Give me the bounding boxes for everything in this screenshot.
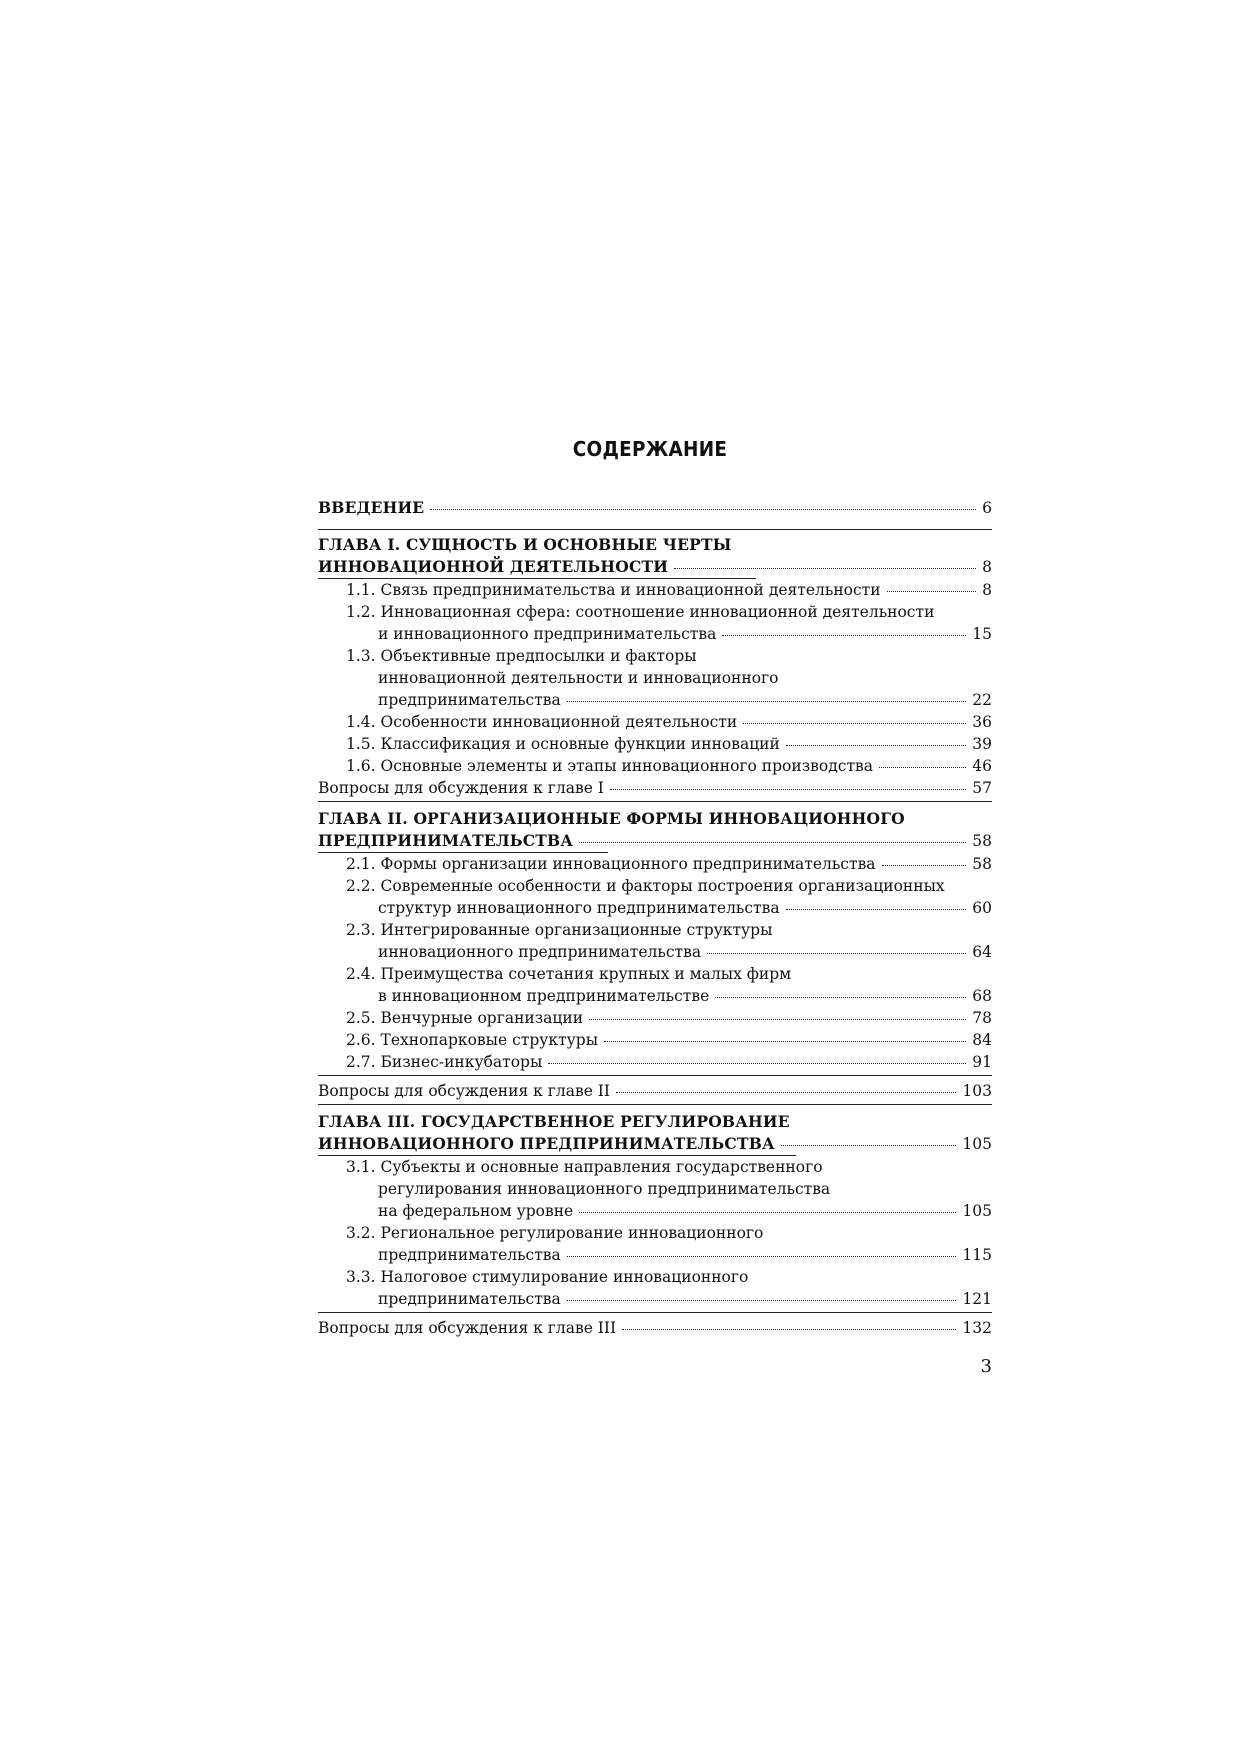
toc-section-1-5[interactable] <box>318 733 992 755</box>
toc-entry-label: ИННОВАЦИОННОЙ ДЕЯТЕЛЬНОСТИ <box>318 557 669 576</box>
toc-entry-page: 58 <box>972 832 992 850</box>
toc-section-2-3[interactable]: 2.3. Интегрированные организационные структуры <box>346 921 773 939</box>
toc-entry-label: 2.5. Венчурные организации <box>346 1009 584 1027</box>
dot-leader <box>715 997 966 998</box>
toc-entry-page: 6 <box>982 499 992 517</box>
toc-entry-label: 1.6. Основные элементы и этапы инновационного производства <box>346 757 873 775</box>
toc-entry-label: структур инновационного предпринимательства <box>378 899 780 917</box>
toc-section-3-2[interactable]: 3.2. Региональное регулирование инновационного <box>346 1224 764 1242</box>
toc-entry-label: 1.1. Связь предпринимательства и инновационной деятельности <box>346 581 881 599</box>
toc-entry-intro[interactable] <box>318 497 992 519</box>
chapter-3-heading[interactable]: ГЛАВА III. ГОСУДАРСТВЕННОЕ РЕГУЛИРОВАНИЕ <box>318 1112 790 1131</box>
chapter-2-heading-end[interactable] <box>318 830 992 852</box>
dot-leader <box>567 1300 957 1301</box>
dot-leader <box>786 909 967 910</box>
toc-questions-3[interactable] <box>318 1317 992 1339</box>
toc-section-1-1[interactable] <box>318 579 992 601</box>
toc-section-2-7[interactable] <box>318 1051 992 1073</box>
toc-section-1-6[interactable] <box>318 755 992 777</box>
toc-entry-page: 103 <box>962 1082 992 1100</box>
toc-section-1-3-cont[interactable]: инновационной деятельности и инновационного <box>378 669 779 687</box>
dot-leader <box>722 635 966 636</box>
page-title: СОДЕРЖАНИЕ <box>572 437 728 461</box>
toc-entry-page: 22 <box>972 691 992 709</box>
toc-entry-label: и инновационного предпринимательства <box>378 625 717 643</box>
toc-entry-page: 60 <box>972 899 992 917</box>
dot-leader <box>610 789 966 790</box>
toc-section-2-2-end[interactable] <box>318 897 992 919</box>
toc-entry-page: 91 <box>972 1053 992 1071</box>
toc-entry-page: 121 <box>962 1290 992 1308</box>
toc-entry-label: ИННОВАЦИОННОГО ПРЕДПРИНИМАТЕЛЬСТВА <box>318 1134 775 1153</box>
toc-entry-page: 8 <box>982 558 992 576</box>
dot-leader <box>781 1145 957 1146</box>
dot-leader <box>579 842 966 843</box>
dot-leader <box>743 723 966 724</box>
dot-leader <box>548 1063 966 1064</box>
chapter-2-heading[interactable]: ГЛАВА II. ОРГАНИЗАЦИОННЫЕ ФОРМЫ ИННОВАЦИОННОГО <box>318 809 905 828</box>
dot-leader <box>567 701 966 702</box>
toc-entry-page: 132 <box>962 1319 992 1337</box>
toc-entry-label: ВВЕДЕНИЕ <box>318 498 425 517</box>
toc-entry-page: 78 <box>972 1009 992 1027</box>
dot-leader <box>589 1019 966 1020</box>
dot-leader <box>622 1329 956 1330</box>
toc-entry-label: предпринимательства <box>378 1290 561 1308</box>
toc-entry-label: 2.7. Бизнес-инкубаторы <box>346 1053 543 1071</box>
toc-entry-page: 105 <box>962 1135 992 1153</box>
toc-questions-1[interactable] <box>318 777 992 799</box>
toc-section-2-4-end[interactable] <box>318 985 992 1007</box>
toc-entry-label: предпринимательства <box>378 1246 561 1264</box>
toc-section-3-1-cont[interactable]: регулирования инновационного предпринимательства <box>378 1180 831 1198</box>
dot-leader <box>879 767 966 768</box>
toc-section-1-4[interactable] <box>318 711 992 733</box>
toc-entry-label: Вопросы для обсуждения к главе I <box>318 779 604 797</box>
toc-section-1-2[interactable]: 1.2. Инновационная сфера: соотношение инновационной деятельности <box>346 603 935 621</box>
toc-entry-label: 2.1. Формы организации инновационного предпринимательства <box>346 855 876 873</box>
toc-entry-page: 8 <box>982 581 992 599</box>
chapter-1-heading-end[interactable] <box>318 556 992 578</box>
table-of-contents <box>318 497 992 1339</box>
toc-section-1-3[interactable]: 1.3. Объективные предпосылки и факторы <box>346 647 697 665</box>
toc-entry-page: 46 <box>972 757 992 775</box>
dot-leader <box>579 1212 956 1213</box>
dot-leader <box>786 745 966 746</box>
toc-section-2-4[interactable]: 2.4. Преимущества сочетания крупных и малых фирм <box>346 965 792 983</box>
toc-entry-page: 36 <box>972 713 992 731</box>
toc-section-3-3-end[interactable] <box>318 1288 992 1310</box>
chapter-3-heading-end[interactable] <box>318 1133 992 1155</box>
toc-section-3-1[interactable]: 3.1. Субъекты и основные направления государственного <box>346 1158 823 1176</box>
toc-entry-label: в инновационном предпринимательстве <box>378 987 710 1005</box>
toc-section-2-3-end[interactable] <box>318 941 992 963</box>
toc-section-2-6[interactable] <box>318 1029 992 1051</box>
toc-section-1-3-end[interactable] <box>318 689 992 711</box>
dot-leader <box>616 1092 956 1093</box>
toc-entry-page: 105 <box>962 1202 992 1220</box>
dot-leader <box>707 953 966 954</box>
toc-section-2-5[interactable] <box>318 1007 992 1029</box>
toc-section-3-1-end[interactable] <box>318 1200 992 1222</box>
toc-entry-page: 15 <box>972 625 992 643</box>
toc-entry-label: 2.6. Технопарковые структуры <box>346 1031 599 1049</box>
dot-leader <box>567 1256 957 1257</box>
toc-section-1-2-end[interactable] <box>318 623 992 645</box>
chapter-1-heading[interactable]: ГЛАВА I. СУЩНОСТЬ И ОСНОВНЫЕ ЧЕРТЫ <box>318 535 732 554</box>
dot-leader <box>430 509 976 510</box>
toc-section-3-3[interactable]: 3.3. Налоговое стимулирование инновационного <box>346 1268 749 1286</box>
toc-entry-label: ПРЕДПРИНИМАТЕЛЬСТВА <box>318 831 574 850</box>
page-number: 3 <box>980 1356 992 1377</box>
toc-entry-label: на федеральном уровне <box>378 1202 574 1220</box>
toc-entry-label: 1.4. Особенности инновационной деятельности <box>346 713 738 731</box>
toc-entry-label: Вопросы для обсуждения к главе III <box>318 1319 617 1337</box>
toc-entry-page: 84 <box>972 1031 992 1049</box>
toc-entry-label: Вопросы для обсуждения к главе II <box>318 1082 611 1100</box>
toc-questions-2[interactable] <box>318 1080 992 1102</box>
dot-leader <box>604 1041 966 1042</box>
toc-entry-label: предпринимательства <box>378 691 561 709</box>
toc-section-2-1[interactable] <box>318 853 992 875</box>
toc-entry-page: 68 <box>972 987 992 1005</box>
toc-section-3-2-end[interactable] <box>318 1244 992 1266</box>
dot-leader <box>882 865 967 866</box>
toc-entry-label: 1.5. Классификация и основные функции инноваций <box>346 735 780 753</box>
toc-entry-label: инновационного предпринимательства <box>378 943 702 961</box>
toc-section-2-2[interactable]: 2.2. Современные особенности и факторы построения организационных <box>346 877 945 895</box>
toc-entry-page: 57 <box>972 779 992 797</box>
dot-leader <box>887 591 977 592</box>
toc-entry-page: 58 <box>972 855 992 873</box>
dot-leader <box>674 568 976 569</box>
toc-entry-page: 115 <box>962 1246 992 1264</box>
toc-entry-page: 39 <box>972 735 992 753</box>
toc-entry-page: 64 <box>972 943 992 961</box>
